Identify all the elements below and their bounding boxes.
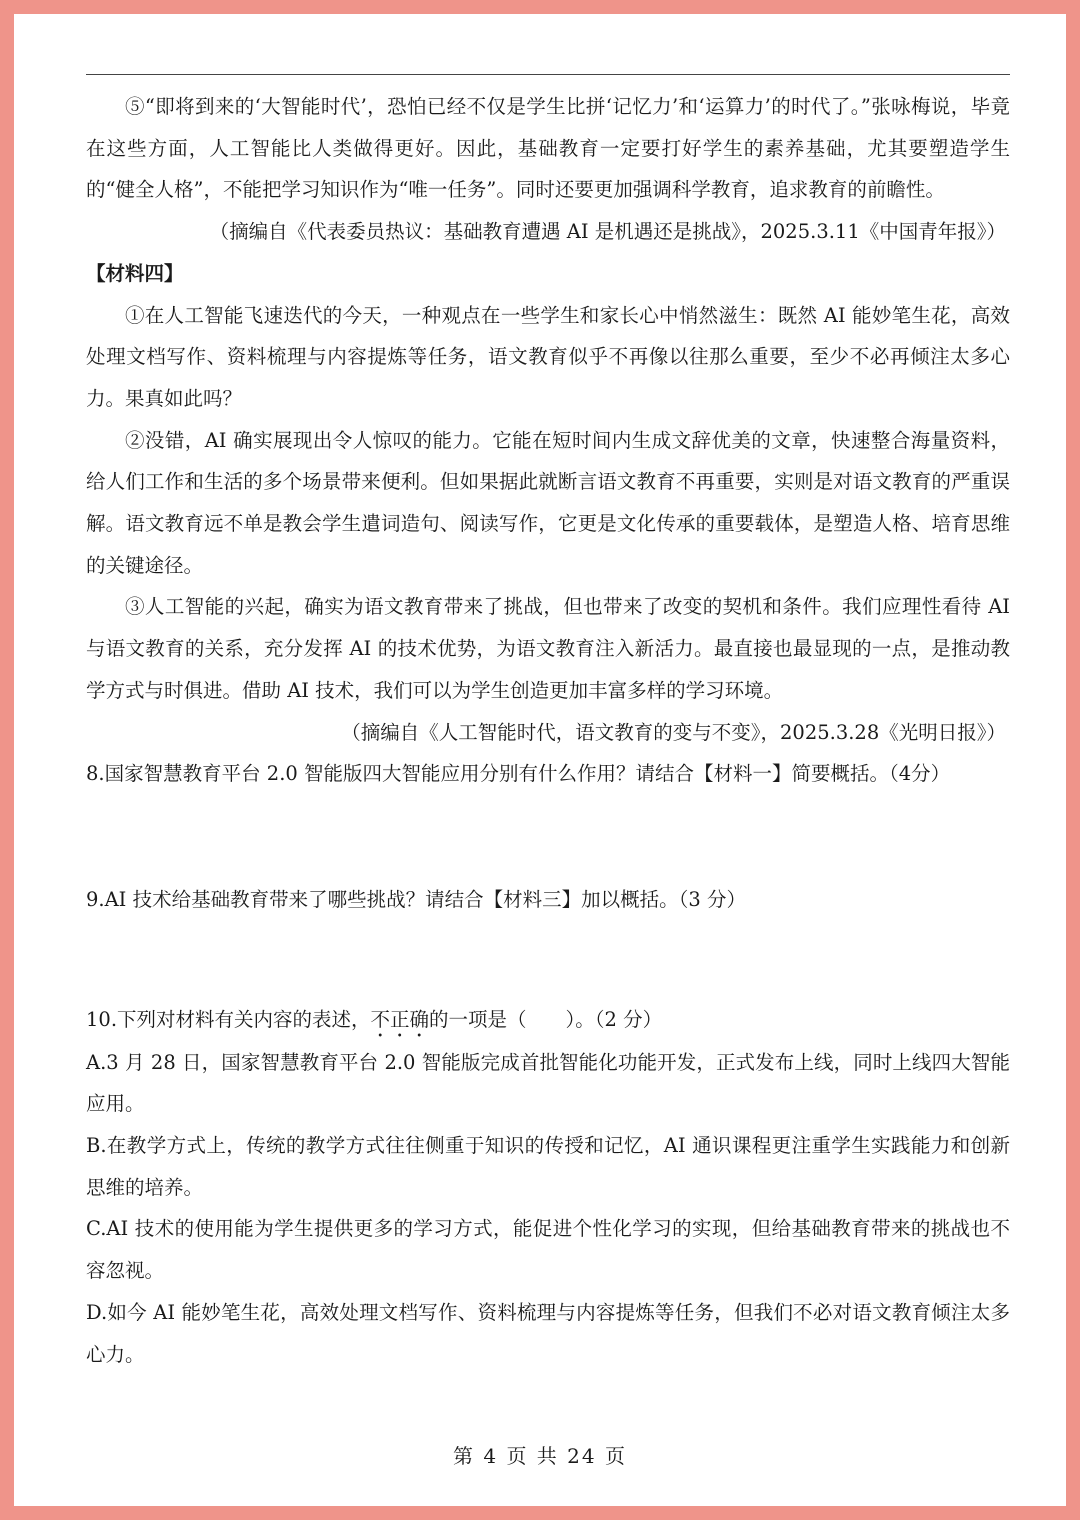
question-9: 9.AI 技术给基础教育带来了哪些挑战？请结合【材料三】加以概括。（3 分） [86, 887, 746, 911]
material4-paragraph-2: ②没错，AI 确实展现出令人惊叹的能力。它能在短时间内生成文辞优美的文章，快速整合海量资料，给人们工作和生活的多个场景带来便利。但如果据此就断言语文教育不再重要，实则是对语文教育的严重误解。语文教育远不单是教会学生遣词造句、阅读写作，它更是文化传承的重要载体，是塑造人格、培育思维的关键途径。 [86, 428, 1010, 577]
option-b: B.在教学方式上，传统的教学方式往往侧重于知识的传授和记忆，AI 通识课程更注重学生实践能力和创新思维的培养。 [86, 1134, 1010, 1199]
option-c: C.AI 技术的使用能为学生提供更多的学习方式，能促进个性化学习的实现，但给基础教育带来的挑战也不容忽视。 [86, 1217, 1010, 1283]
material4-source: （摘编自《人工智能时代，语文教育的变与不变》，2025.3.28《光明日报》） [341, 720, 1006, 744]
material4-paragraph-1: ①在人工智能飞速迭代的今天，一种观点在一些学生和家长心中悄然滋生：既然 AI 能妙笔生花，高效处理文档写作、资料梳理与内容提炼等任务，语文教育似乎不再像以往那么重要，至少不必再倾注太多心力。果真如此吗？ [86, 303, 1010, 410]
material4-paragraph-3: ③人工智能的兴起，确实为语文教育带来了挑战，但也带来了改变的契机和条件。我们应理性看待 AI 与语文教育的关系，充分发挥 AI 的技术优势，为语文教育注入新活力。最直接也最显现的一点，是推动教学方式与时俱进。借助 AI 技术，我们可以为学生创造更加丰富多样的学习环境。 [86, 595, 1010, 702]
exam-page [14, 14, 1066, 1506]
material3-source: （摘编自《代表委员热议：基础教育遭遇 AI 是机遇还是挑战》，2025.3.11《中国青年报》） [209, 220, 1006, 244]
answer-space-9 [86, 921, 1010, 999]
question-10 [86, 999, 1010, 1042]
question-10-suffix: 的一项是（ ）。（2 分） [429, 1007, 663, 1031]
question-10-prefix: 10.下列对材料有关内容的表述， [86, 1007, 371, 1031]
option-d: D.如今 AI 能妙笔生花，高效处理文档写作、资料梳理与内容提炼等任务，但我们不必对语文教育倾注太多心力。 [86, 1300, 1010, 1366]
option-a: A.3 月 28 日，国家智慧教育平台 2.0 智能版完成首批智能化功能开发，正式发布上线，同时上线四大智能应用。 [86, 1050, 1010, 1116]
answer-space-8 [86, 795, 1010, 879]
page-number: 第 4 页 共 24 页 [453, 1444, 627, 1468]
page-content [86, 86, 1010, 1375]
material3-paragraph-5: ⑤“即将到来的‘大智能时代’，恐怕已经不仅是学生比拼‘记忆力’和‘运算力’的时代了。”张咏梅说，毕竟在这些方面，人工智能比人类做得更好。因此，基础教育一定要打好学生的素养基础，尤其要塑造学生的“健全人格”，不能把学习知识作为“唯一任务”。同时还要更加强调科学教育，追求教育的前瞻性。 [86, 95, 1010, 202]
question-10-emphasis: 不正确 [370, 1007, 430, 1031]
question-8: 8.国家智慧教育平台 2.0 智能版四大智能应用分别有什么作用？请结合【材料一】简要概括。（4分） [86, 762, 951, 786]
material4-heading: 【材料四】 [86, 261, 184, 285]
header-rule [86, 74, 1010, 75]
